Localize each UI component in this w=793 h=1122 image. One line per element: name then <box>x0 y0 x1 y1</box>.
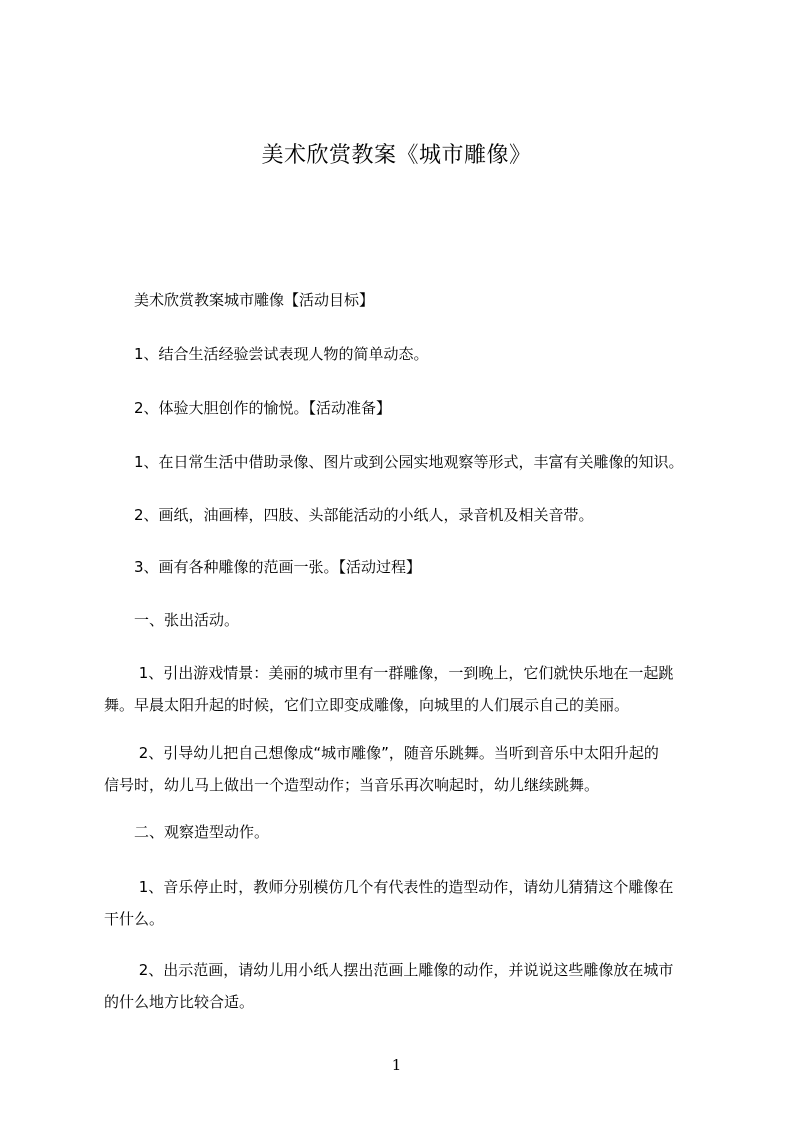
paragraph-step-2-2 <box>104 954 714 1018</box>
paragraph-prep-3 <box>104 551 714 583</box>
paragraph-step-1-2 <box>104 737 714 801</box>
paragraph-goal-2 <box>104 392 714 424</box>
paragraph-line: 信号时，幼儿马上做出一个造型动作；当音乐再次响起时，幼儿继续跳舞。 <box>104 776 600 794</box>
paragraph-line: 2、出示范画，请幼儿用小纸人摆出范画上雕像的动作，并说说这些雕像放在城市 <box>104 961 674 979</box>
page-number: 1 <box>391 1056 402 1074</box>
paragraph-line: 美术欣赏教案城市雕像【活动目标】 <box>104 291 375 309</box>
document-title: 美术欣赏教案《城市雕像》 <box>261 143 532 168</box>
paragraph-line: 的什么地方比较合适。 <box>104 993 255 1011</box>
paragraph-line: 1、引出游戏情景：美丽的城市里有一群雕像，一到晚上，它们就快乐地在一起跳 <box>104 664 674 682</box>
paragraph-prep-2 <box>104 499 714 531</box>
paragraph-line: 2、引导幼儿把自己想像成“城市雕像”，随音乐跳舞。当听到音乐中太阳升起的 <box>104 744 659 762</box>
paragraph-step-2-1 <box>104 871 714 935</box>
paragraph-line: 干什么。 <box>104 910 165 928</box>
paragraph-line: 舞。早晨太阳升起的时候，它们立即变成雕像，向城里的人们展示自己的美丽。 <box>104 696 630 714</box>
paragraph-activity-goals <box>104 284 714 316</box>
paragraph-line: 二、观察造型动作。 <box>104 823 270 841</box>
paragraph-line: 1、结合生活经验尝试表现人物的简单动态。 <box>104 345 429 363</box>
paragraph-section-2 <box>104 816 714 848</box>
paragraph-line: 1、音乐停止时，教师分别模仿几个有代表性的造型动作，请幼儿猜猜这个雕像在 <box>104 878 674 896</box>
paragraph-step-1-1 <box>104 657 714 721</box>
paragraph-goal-1 <box>104 338 714 370</box>
paragraph-line: 2、画纸，油画棒，四肢、头部能活动的小纸人，录音机及相关音带。 <box>104 506 594 524</box>
paragraph-line: 2、体验大胆创作的愉悦。【活动准备】 <box>104 399 392 417</box>
paragraph-line: 一、张出活动。 <box>104 611 240 629</box>
paragraph-prep-1 <box>104 446 714 478</box>
paragraph-line: 3、画有各种雕像的范画一张。【活动过程】 <box>104 558 422 576</box>
paragraph-section-1 <box>104 604 714 636</box>
paragraph-line: 1、在日常生活中借助录像、图片或到公园实地观察等形式，丰富有关雕像的知识。 <box>104 453 684 471</box>
